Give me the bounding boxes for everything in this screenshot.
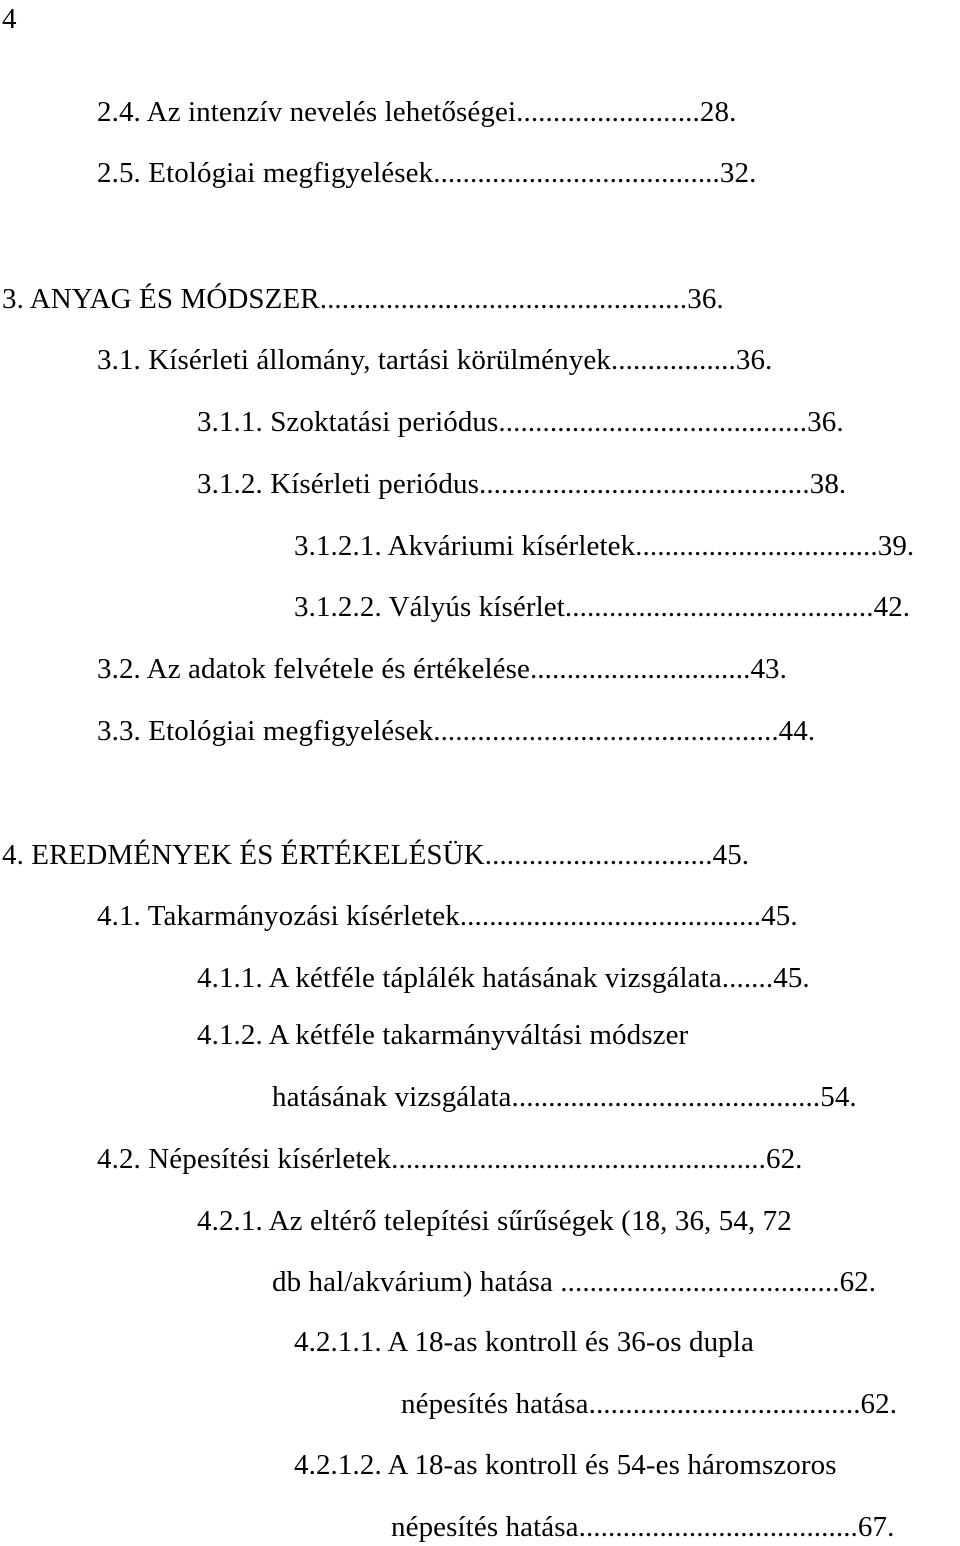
toc-entry-4-2-1-1: 4.2.1.1. A 18-as kontroll és 36-os dupla — [294, 1326, 754, 1358]
toc-entry-2-4: 2.4. Az intenzív nevelés lehetőségei.........................28. — [97, 96, 737, 128]
toc-entry-3-2: 3.2. Az adatok felvétele és értékelése..............................43. — [97, 653, 788, 685]
toc-entry-3-1-1: 3.1.1. Szoktatási periódus..........................................36. — [197, 406, 844, 438]
toc-entry-4-1-2: 4.1.2. A kétféle takarmányváltási módszer — [197, 1019, 689, 1051]
toc-entry-4-1-2-cont: hatásának vizsgálata..........................................54. — [272, 1081, 857, 1113]
toc-entry-4-1-1: 4.1.1. A kétféle táplálék hatásának vizsgálata.......45. — [197, 962, 810, 994]
toc-entry-4-2-1-2-cont: népesítés hatása......................................67. — [391, 1511, 895, 1543]
toc-entry-4-2-1-cont: db hal/akvárium) hatása ......................................62. — [272, 1266, 877, 1298]
toc-entry-3-1-2-2: 3.1.2.2. Vályús kísérlet..........................................42. — [294, 591, 911, 623]
toc-entry-4-2-1-1-cont: népesítés hatása.....................................62. — [401, 1388, 898, 1420]
toc-entry-4-2: 4.2. Népesítési kísérletek...................................................62. — [97, 1143, 803, 1175]
toc-entry-4: 4. EREDMÉNYEK ÉS ÉRTÉKELÉSÜK...............................45. — [2, 839, 750, 871]
toc-entry-2-5: 2.5. Etológiai megfigyelések.......................................32. — [97, 157, 757, 189]
page-number: 4 — [2, 3, 17, 35]
toc-entry-3: 3. ANYAG ÉS MÓDSZER..................................................36. — [2, 283, 724, 315]
toc-entry-4-2-1: 4.2.1. Az eltérő telepítési sűrűségek (18, 36, 54, 72 — [197, 1205, 792, 1237]
toc-entry-3-1-2: 3.1.2. Kísérleti periódus.............................................38. — [197, 468, 847, 500]
toc-entry-4-1: 4.1. Takarmányozási kísérletek.........................................45. — [97, 900, 798, 932]
toc-entry-3-1-2-1: 3.1.2.1. Akváriumi kísérletek.................................39. — [294, 530, 915, 562]
toc-entry-3-3: 3.3. Etológiai megfigyelések...............................................44. — [97, 715, 816, 747]
toc-entry-4-2-1-2: 4.2.1.2. A 18-as kontroll és 54-es háromszoros — [294, 1449, 837, 1481]
toc-entry-3-1: 3.1. Kísérleti állomány, tartási körülmények.................36. — [97, 344, 773, 376]
